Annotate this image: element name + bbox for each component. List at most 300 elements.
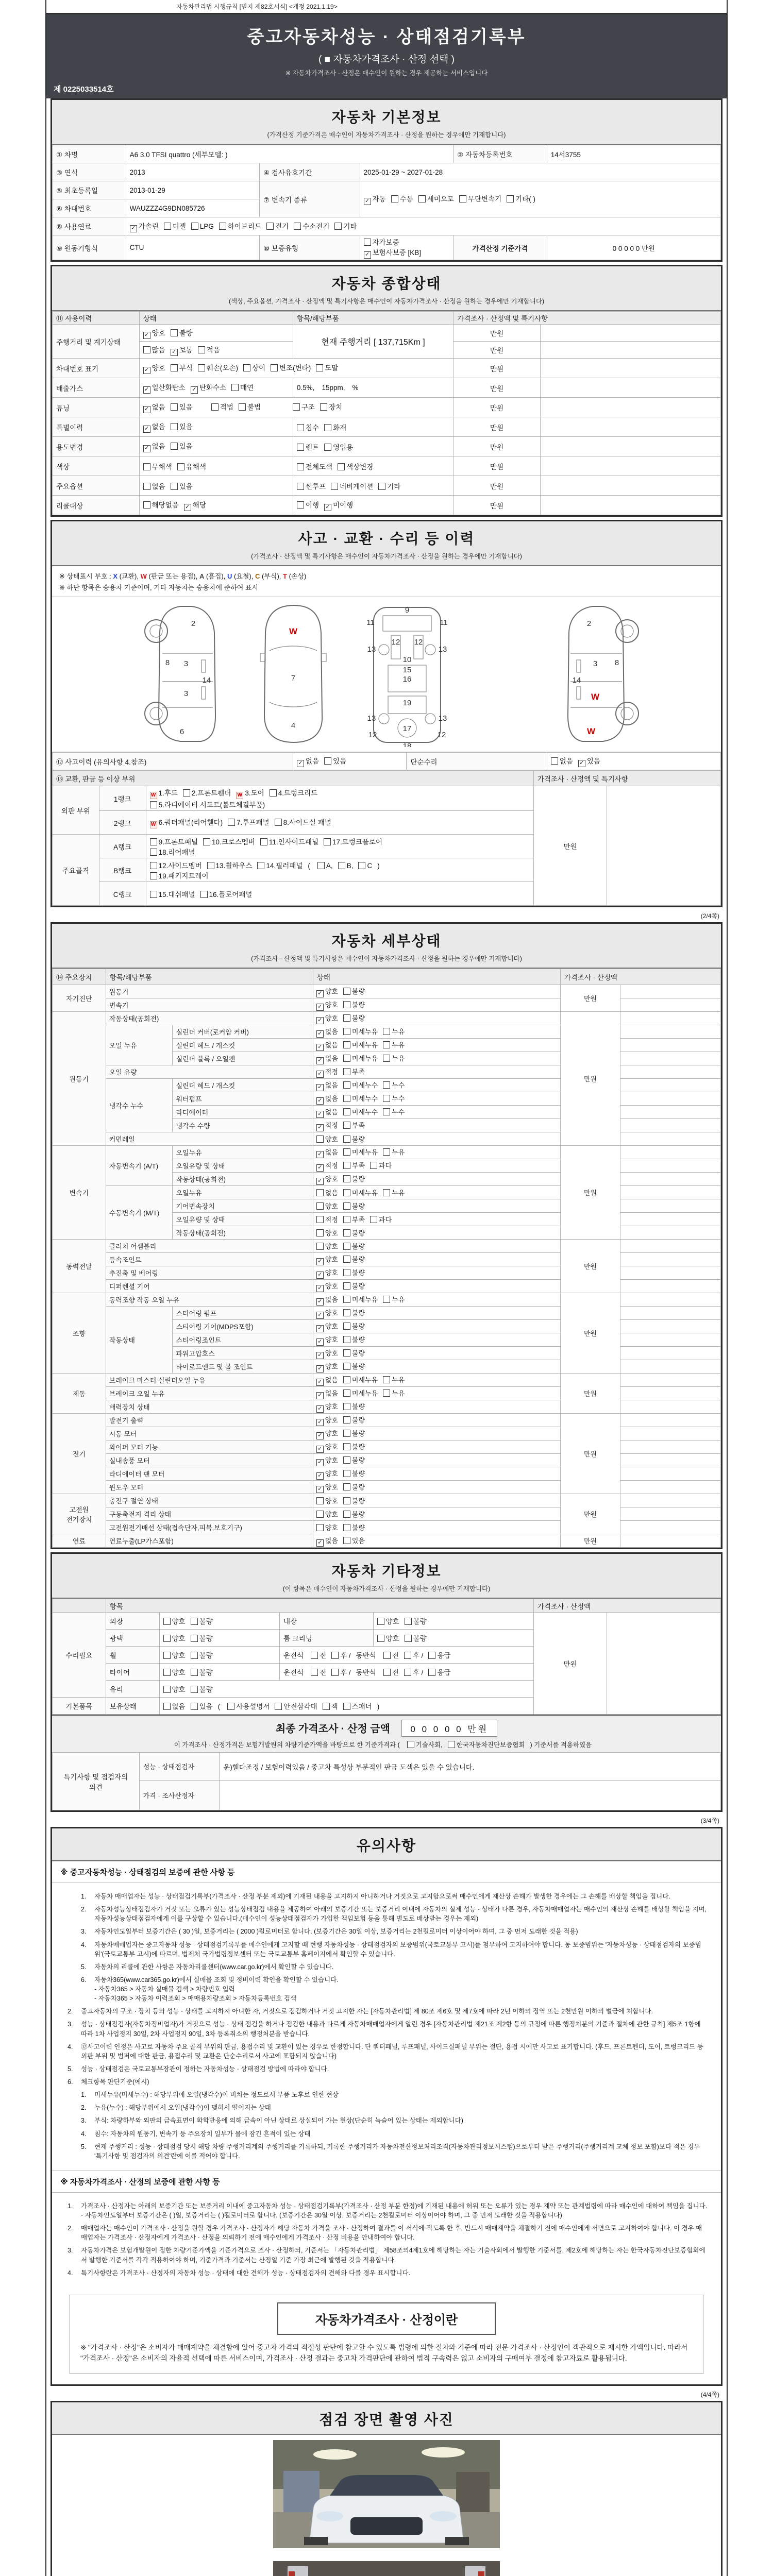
notice-item-number: 6. (68, 2078, 73, 2086)
checkbox-icon (219, 223, 226, 230)
checkbox-icon (316, 1497, 324, 1504)
checkbox-icon (383, 1095, 390, 1102)
opinion-text (220, 1781, 721, 1810)
option: 수동 (391, 193, 413, 204)
note-cell (540, 417, 720, 437)
page-subtitle-note: ※ 자동차가격조사 · 산정은 매수인이 원하는 경우 제공하는 서비스입니다 (285, 70, 488, 77)
checkbox-icon (191, 1635, 198, 1642)
option: 미세누유 (343, 1188, 378, 1197)
checkbox-icon (191, 1703, 198, 1710)
checkbox-icon (343, 1216, 350, 1223)
option: 미세누유 (343, 1294, 378, 1304)
price-cell: 만원 (560, 1414, 620, 1494)
panel-items (146, 786, 533, 811)
table-row (53, 1387, 721, 1400)
svg-text:18: 18 (402, 742, 412, 747)
note-cell (607, 786, 721, 906)
page-marker: (4/4쪽) (700, 2391, 719, 2398)
option: 12.사이드멤버 (150, 860, 202, 870)
notice-item-text: 자동차의 리콜에 관한 사항은 자동차리콜센터(www.car.go.kr)에서 확인할 수 있습니다. (94, 1963, 334, 1971)
checkbox-icon: ✓ (316, 1539, 324, 1547)
checkbox-icon (150, 872, 157, 879)
note-cell (620, 1266, 721, 1280)
section-notice (51, 1827, 722, 2386)
option: 양호 (377, 1633, 399, 1643)
checkbox-icon (343, 1068, 350, 1075)
status-cell (313, 1025, 560, 1039)
notice-list-pricing (52, 2193, 721, 2287)
notice-item-text: 자동차365(www.car365.go.kr)에서 실매물 조회 및 정비이력 확인을 확인할 수 있습니다. - 자동차365 > 자동차 실매물 검색 > 차량번호 입력 - 자동차365 > 자동차 이력조회 > 매매용차량조회 > 자동차등록번호 검색 (94, 1976, 339, 2003)
checkbox-icon (171, 329, 178, 336)
option: 잭 (323, 1701, 338, 1711)
option: ✓ 없음 (316, 1388, 338, 1399)
option: ✓ 양호 (316, 1267, 338, 1279)
option: ✓ 없음 (316, 1375, 338, 1386)
checkbox-icon (343, 1001, 350, 1008)
option: 불량 (343, 1254, 365, 1264)
notice-item (81, 1927, 708, 1936)
checkbox-icon: ✓ (316, 1124, 324, 1131)
option: 있음 (191, 1701, 213, 1711)
item-cell (293, 496, 453, 515)
price-cell: 만원 (453, 476, 541, 496)
option: 렌트 (297, 442, 319, 452)
item-label: 오일 누유 (106, 1025, 173, 1065)
note-cell (620, 1347, 721, 1360)
option: 양호 (377, 1616, 399, 1626)
option: 미세누유 (343, 1375, 378, 1384)
inline-text: ( (308, 861, 310, 870)
checkbox-icon (294, 223, 301, 230)
checkbox-icon: ✓ (316, 1419, 324, 1426)
option: ✓ 양호 (316, 1334, 338, 1346)
option: 불량 (343, 1013, 365, 1023)
option: 미세누유 (343, 1040, 378, 1049)
photo-underside-view (273, 2561, 500, 2576)
option: ✓ 없음 (316, 1147, 338, 1158)
status-cell (313, 998, 560, 1012)
checkbox-icon (334, 223, 342, 230)
notice-item-number: 2. (81, 1906, 87, 1913)
checkbox-icon (364, 239, 371, 246)
option: 자가보증 (364, 236, 399, 247)
checkbox-icon (163, 1652, 171, 1659)
notice-subheading-pricing: ※ 자동차가격조사 · 산정의 보증에 관한 사항 등 (52, 2171, 721, 2193)
option: 불량 (343, 1468, 365, 1478)
table-row (53, 1012, 721, 1025)
option: 무채색 (143, 461, 172, 471)
option: 없음 (143, 481, 165, 491)
subitem-label: 오일누유 (173, 1186, 313, 1199)
option: 불량 (343, 1496, 365, 1505)
svg-text:8: 8 (165, 658, 170, 667)
section-detail-note: (가격조사 · 산정액 및 특기사항은 매수인이 자동차가격조사 · 산정을 원하는 경우에만 기재합니다) (251, 955, 522, 962)
checkbox-icon (257, 862, 264, 869)
section-other-header (52, 1554, 721, 1599)
option: 불량 (343, 1361, 365, 1371)
notice-item-text: 침수: 자동차의 원동기, 변속기 등 주요장치 일부가 물에 잠긴 흔적이 있는 상태 (94, 2130, 311, 2138)
base-price-label: 가격산정 기준가격 (453, 235, 547, 260)
notice-item-number: 1. (81, 1893, 87, 1900)
inline-text: 운전석 (283, 1652, 304, 1659)
checkbox-icon: ✓ (316, 1432, 324, 1439)
checkbox-icon: ✓ (316, 1472, 324, 1480)
status-cell (139, 342, 293, 359)
note-cell (620, 1146, 721, 1159)
table-row (53, 1400, 721, 1414)
opinion-text: 운)휀다조정 / 보험이력있음 / 중고차 특성상 부분적인 판금 도색은 있을 수 있습니다. (220, 1753, 721, 1781)
legend-symbol: U (227, 572, 232, 580)
svg-text:11: 11 (440, 618, 448, 627)
option: 기타( ) (507, 193, 535, 204)
subitem-label: 타이로드엔드 및 볼 조인트 (173, 1360, 313, 1374)
option: 한국자동차진단보증협회 (448, 1740, 525, 1749)
reg-no-label: ② 자동차등록번호 (453, 145, 547, 163)
option: ✓ 양호 (316, 1321, 338, 1332)
option: 누수 (383, 1093, 405, 1103)
option: 19.패키지트레이 (150, 870, 209, 880)
option: 있음 (171, 401, 193, 412)
option: 있음 (171, 440, 193, 451)
note-cell (540, 437, 720, 456)
option: 장치 (320, 401, 342, 412)
item-label: 윈도우 모터 (106, 1481, 313, 1494)
checkbox-icon: ✓ (316, 1285, 324, 1292)
option: ✓ 양호 (316, 1013, 338, 1024)
note-cell (620, 1199, 721, 1213)
inline-text: 동반석 (356, 1669, 376, 1676)
year-value: 2013 (126, 163, 259, 181)
checkbox-icon (338, 862, 345, 869)
svg-text:12: 12 (391, 638, 400, 647)
item-label-2: 룸 크리닝 (279, 1630, 373, 1647)
option: 누유 (383, 1294, 405, 1304)
panel-items (146, 835, 533, 858)
checkbox-icon: ✓ (316, 1057, 324, 1064)
option: 적법 (211, 401, 233, 412)
checkbox-icon: ✓ (364, 251, 371, 259)
checkbox-icon (404, 1669, 411, 1676)
device-label: 전기 (53, 1414, 106, 1494)
final-price-band (52, 1715, 721, 1752)
table-row (53, 1507, 721, 1521)
table-row (53, 786, 721, 811)
w-mark-checkbox-icon: W (236, 792, 243, 799)
col-price-note: 가격조사 · 산정액 및 특기사항 (453, 312, 721, 325)
option: 디젤 (164, 221, 186, 231)
option: ✓ 양호 (316, 986, 338, 997)
legend-symbol: W (140, 572, 147, 580)
inline-text: 운전석 (283, 1669, 304, 1676)
checkbox-icon (405, 1635, 412, 1642)
first-reg-label: ⑤ 최초등록일 (53, 181, 126, 199)
option: 양호 (316, 1201, 338, 1211)
final-price-note (52, 1740, 721, 1749)
option: 8.사이드실 패널 (275, 817, 331, 827)
checkbox-icon (191, 1669, 198, 1676)
checkbox-icon: ✓ (316, 1272, 324, 1279)
table-header-row (53, 771, 721, 786)
status-cell (313, 1280, 560, 1293)
status-cell (159, 1647, 279, 1664)
option: 불량 (405, 1616, 427, 1626)
svg-text:3: 3 (593, 659, 598, 668)
checkbox-icon (343, 1282, 350, 1290)
item-label: 브레이크 오일 누유 (106, 1387, 313, 1400)
status-cell (313, 1266, 560, 1280)
table-header-row (53, 1599, 721, 1613)
note-cell (620, 1534, 721, 1548)
price-cell: 만원 (453, 437, 541, 456)
device-label: 자기진단 (53, 985, 106, 1012)
status-cell (313, 1534, 560, 1548)
checkbox-icon (316, 1524, 324, 1531)
notice-item-text: 자동차 매매업자는 성능 · 상태점검기록부(가격조사 · 산정 부분 제외)에 기재된 내용을 고지하지 아니하거나 거짓으로 고지함으로써 매수인에게 재산상 손해가 발생한 경우에는 그 손해를 배상할 책임을 집니다. (94, 1893, 670, 1900)
svg-text:15: 15 (402, 666, 412, 674)
status-cell (313, 1240, 560, 1253)
option: 미세누유 (343, 1147, 378, 1157)
checkbox-icon (405, 1618, 412, 1625)
checkbox-icon (383, 1296, 390, 1303)
note-cell (620, 1119, 721, 1132)
option: 불량 (343, 1308, 365, 1317)
option: ✓ 양호 (316, 1361, 338, 1372)
section-accident-history (51, 520, 722, 907)
checkbox-icon (316, 1189, 324, 1196)
report-sheet (45, 0, 728, 2576)
checkbox-icon (343, 1108, 350, 1115)
checkbox-icon: ✓ (316, 1365, 324, 1372)
note-cell (620, 1213, 721, 1226)
option: ✓ 없음 (316, 1080, 338, 1091)
col-blank (53, 1599, 106, 1613)
svg-text:2: 2 (191, 619, 196, 628)
subitem-label: 오일유량 및 상태 (173, 1213, 313, 1226)
option: ✓ 가솔린 (130, 221, 159, 232)
option: 누수 (383, 1080, 405, 1090)
svg-text:12: 12 (437, 731, 446, 739)
note-cell (540, 378, 720, 398)
checkbox-icon (163, 1618, 171, 1625)
notice-item (68, 2268, 708, 2278)
option: LPG (191, 223, 214, 230)
checkbox-icon (143, 463, 150, 470)
notice-item (81, 1940, 708, 1959)
status-cell (313, 1387, 560, 1400)
option: 누유 (383, 1388, 405, 1398)
option: 하이브리드 (219, 221, 261, 231)
subitem-label: 냉각수 수량 (173, 1119, 313, 1132)
checkbox-icon: ✓ (316, 1446, 324, 1453)
notice-item-number: 3. (68, 2021, 73, 2028)
status-cell (139, 476, 293, 496)
option: 없음 (163, 1701, 186, 1711)
checkbox-icon (377, 1635, 384, 1642)
option: 10.크로스멤버 (203, 836, 255, 846)
table-row (53, 476, 721, 496)
document-number: 제 0225033514호 (54, 85, 114, 94)
checkbox-icon (316, 1511, 324, 1518)
option: 누수 (383, 1107, 405, 1116)
checkbox-icon (150, 838, 157, 845)
option: 16.플로어패널 (200, 889, 253, 899)
notice-item-number: 1. (81, 2091, 87, 2099)
checkbox-icon (383, 1041, 390, 1048)
option: 누유 (383, 1053, 405, 1063)
option: 있음 (343, 1535, 365, 1545)
checkbox-icon (171, 403, 178, 411)
checkbox-icon: ✓ (324, 504, 331, 511)
notice-item (68, 2201, 708, 2220)
option: 과다 (370, 1160, 392, 1170)
status-cell (313, 1159, 560, 1173)
price-cell: 만원 (533, 786, 607, 906)
option: 불량 (191, 1650, 213, 1660)
price-cell: 만원 (453, 456, 541, 476)
table-row (53, 1240, 721, 1253)
notice-item (81, 1962, 708, 1972)
section-detail-title: 자동차 세부상태 (331, 933, 442, 949)
notice-subitem (81, 2103, 708, 2112)
status-cell (313, 1092, 560, 1106)
note-cell (540, 456, 720, 476)
table-row (53, 456, 721, 476)
option: 해당없음 (143, 499, 179, 510)
option: 불량 (405, 1633, 427, 1643)
overall-state-table (52, 311, 721, 515)
option: ✓ 없음 (297, 755, 319, 767)
checkbox-icon (383, 1148, 390, 1156)
checkbox-icon (297, 483, 304, 490)
status-cell (139, 378, 293, 398)
item-label: 변속기 (106, 998, 313, 1012)
subitem-label: 실린더 헤드 / 개스킷 (173, 1039, 313, 1052)
svg-text:13: 13 (367, 645, 376, 654)
checkbox-icon (343, 1537, 350, 1544)
status-cell (139, 437, 293, 456)
checkbox-icon: ✓ (316, 1298, 324, 1306)
svg-text:3: 3 (183, 689, 189, 698)
option: 후 / (404, 1650, 424, 1660)
notice-item-number: 4. (81, 2130, 87, 2138)
checkbox-icon (316, 1216, 324, 1223)
checkbox-icon (418, 195, 426, 202)
detail-state-table (52, 969, 721, 1548)
col-price: 가격조사 · 산정액 (560, 969, 720, 985)
vin-value: WAUZZZ4G9DN085726 (126, 199, 259, 217)
checkbox-icon: ✓ (316, 1379, 324, 1386)
checkbox-icon (428, 1669, 435, 1676)
table-row (53, 437, 721, 456)
checkbox-icon (228, 819, 235, 826)
rank-label: 1랭크 (99, 786, 146, 811)
panel-group-label: 외판 부위 (53, 786, 99, 835)
col-item: 항목 (106, 1599, 533, 1613)
checkbox-icon (343, 1296, 350, 1303)
checkbox-icon (171, 443, 178, 450)
section-basic-title: 자동차 기본정보 (331, 109, 442, 125)
subitem-label: 실린더 헤드 / 개스킷 (173, 1079, 313, 1092)
item-label: 유리 (106, 1681, 159, 1698)
option: 영업용 (324, 442, 353, 452)
option: ✓ 적정 (316, 1066, 338, 1078)
status-cell (139, 417, 293, 437)
notice-subitem (81, 2116, 708, 2125)
option: 전 (311, 1667, 326, 1677)
table-row (53, 496, 721, 515)
inspection-photo-underside (52, 2556, 721, 2576)
checkbox-icon (211, 403, 219, 411)
option: ✓ 없음 (316, 1053, 338, 1064)
table-row (53, 398, 721, 417)
notice-item-number: 5. (68, 2065, 73, 2073)
status-cell-2 (373, 1630, 533, 1647)
opinion-author-label: 가격 · 조사산정자 (139, 1781, 220, 1810)
option: ✓ 없음 (143, 421, 165, 433)
fuel-label: ⑧ 사용연료 (53, 217, 126, 235)
status-cell (139, 359, 453, 378)
option: 누유 (383, 1147, 405, 1157)
option: ✓ 양호 (316, 1308, 338, 1319)
table-row (53, 378, 721, 398)
rank-label: 2랭크 (99, 811, 146, 835)
option: 17.트렁크플로어 (324, 836, 382, 846)
rank-label: B랭크 (99, 858, 146, 882)
option: 색상변경 (338, 461, 373, 471)
checkbox-icon: ✓ (316, 1352, 324, 1359)
option: 불량 (343, 1442, 365, 1451)
checkbox-icon (343, 1511, 350, 1518)
section-photos-header (52, 2402, 721, 2435)
notice-item (68, 2064, 708, 2074)
item-cell (293, 437, 453, 456)
extra-cell (279, 1647, 533, 1664)
item-label: 배력장치 상태 (106, 1400, 313, 1414)
note-cell (620, 1092, 721, 1106)
checkbox-icon: ✓ (130, 225, 137, 232)
checkbox-icon (191, 1652, 198, 1659)
checkbox-icon (163, 1669, 171, 1676)
item-label: 냉각수 누수 (106, 1079, 173, 1132)
item-label: 등속조인트 (106, 1253, 313, 1266)
checkbox-icon (343, 1524, 350, 1531)
panel-items (146, 882, 533, 906)
basic-info-table (52, 145, 721, 260)
notice-item-number: 1. (68, 2202, 73, 2210)
note-cell (620, 1374, 721, 1387)
section-basic-info (51, 98, 722, 262)
option: ✓ 없음 (316, 1107, 338, 1118)
price-cell: 만원 (453, 398, 541, 417)
option: 미세누유 (343, 1388, 378, 1398)
checkbox-icon: ✓ (316, 1392, 324, 1399)
checkbox-icon (171, 483, 178, 490)
status-cell-2 (373, 1613, 533, 1630)
checkbox-icon (311, 1669, 318, 1676)
status-cell (313, 1494, 560, 1507)
option: 양호 (163, 1667, 186, 1677)
note-cell (620, 1320, 721, 1333)
item-label: 자동변속기 (A/T) (106, 1146, 173, 1186)
section-notice-header (52, 1828, 721, 1861)
option: ✓ 없음 (316, 1294, 338, 1306)
final-price-value: 0 0 0 0 0 만원 (401, 1720, 497, 1737)
status-cell (313, 1427, 560, 1440)
checkbox-icon (343, 1162, 350, 1169)
table-row (53, 1307, 721, 1320)
svg-text:4: 4 (291, 721, 296, 730)
option: ✓ 보험사보증 [KB] (364, 247, 421, 259)
